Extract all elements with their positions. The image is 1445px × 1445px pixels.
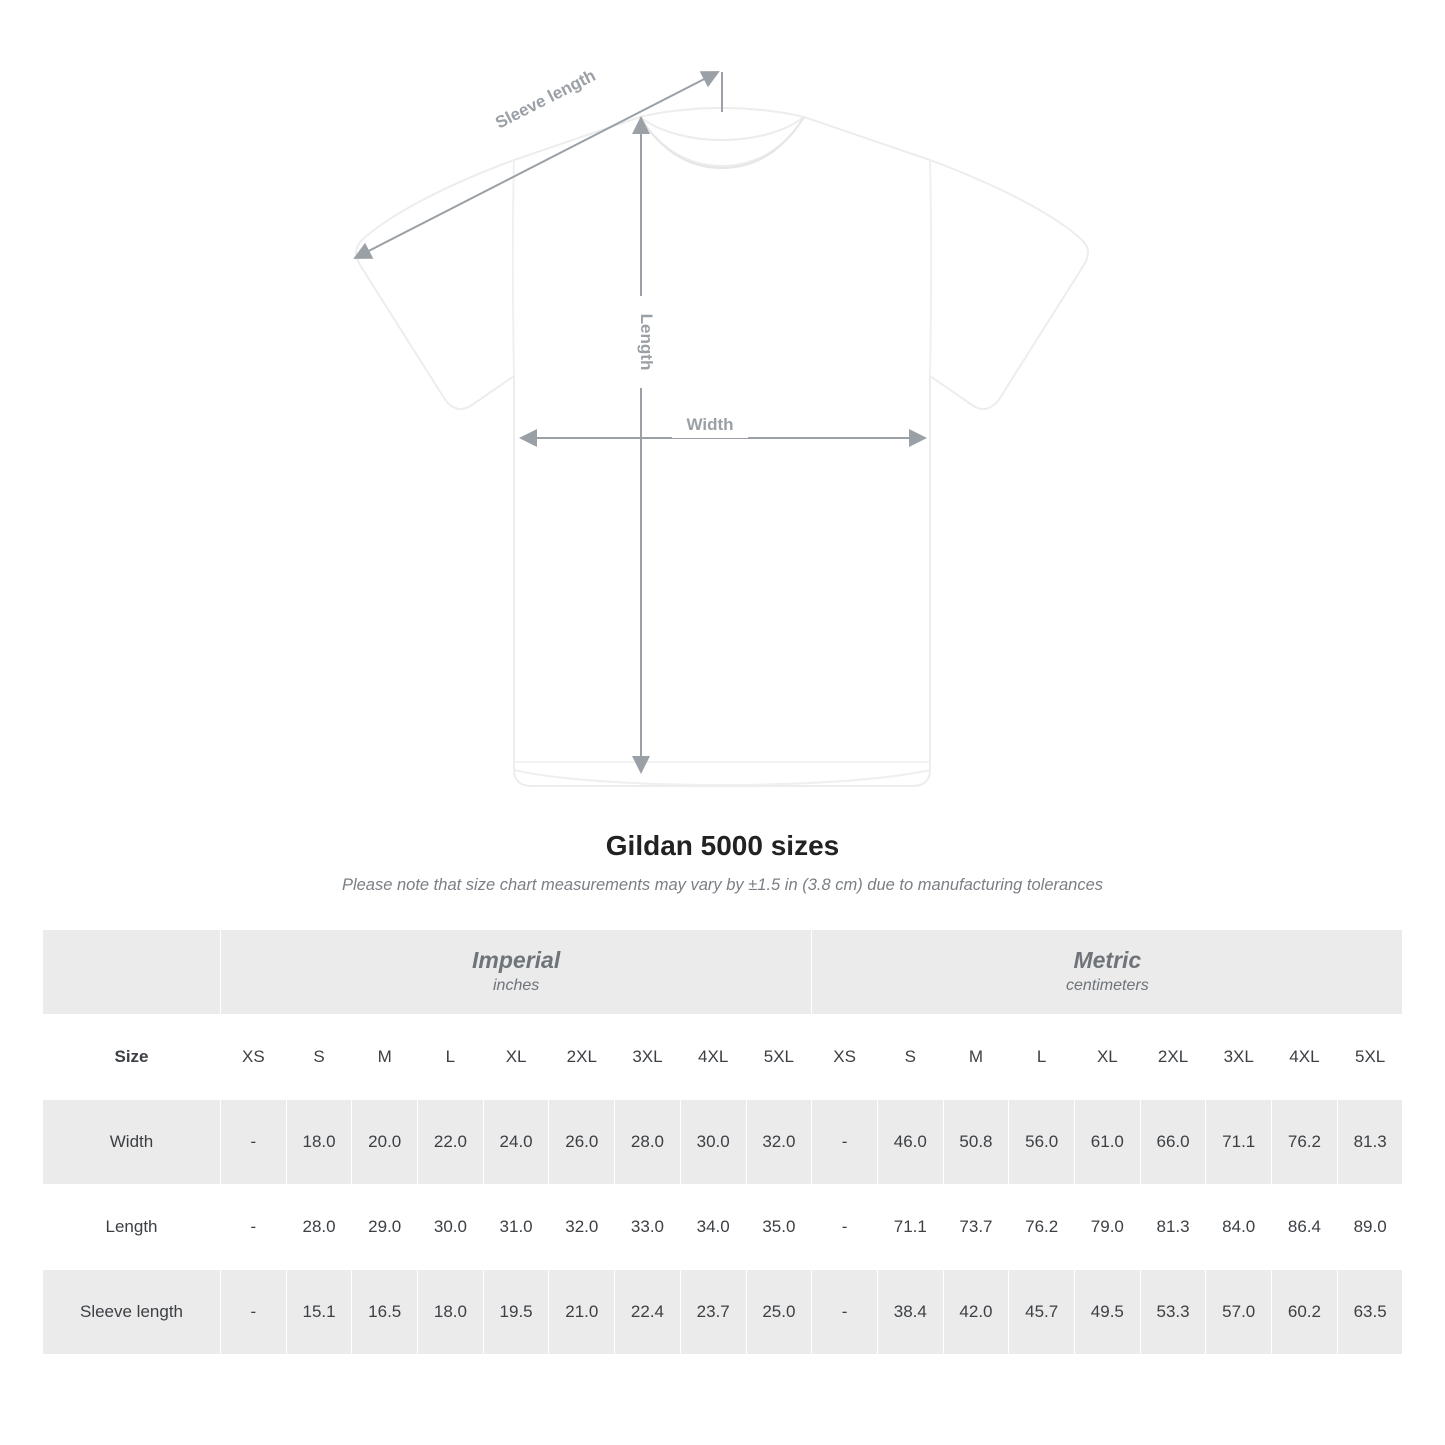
cell-width-metric-3xl: 71.1: [1206, 1100, 1272, 1185]
cell-sleeve-imperial-4xl: 23.7: [680, 1270, 746, 1355]
row-label-length: Length: [43, 1185, 221, 1270]
size-table: [42, 929, 1403, 1355]
size-header-imperial-xl: XL: [483, 1015, 549, 1100]
unit-header-imperial: [221, 930, 812, 1015]
cell-sleeve-metric-s: 38.4: [877, 1270, 943, 1355]
size-header-metric-4xl: 4XL: [1272, 1015, 1338, 1100]
cell-sleeve-metric-l: 45.7: [1009, 1270, 1075, 1355]
cell-length-metric-5xl: 89.0: [1337, 1185, 1403, 1270]
row-label-width: Width: [43, 1100, 221, 1185]
cell-length-imperial-2xl: 32.0: [549, 1185, 615, 1270]
size-header-imperial-4xl: 4XL: [680, 1015, 746, 1100]
cell-length-imperial-3xl: 33.0: [615, 1185, 681, 1270]
cell-length-metric-s: 71.1: [877, 1185, 943, 1270]
size-header-imperial-3xl: 3XL: [615, 1015, 681, 1100]
cell-sleeve-imperial-3xl: 22.4: [615, 1270, 681, 1355]
cell-sleeve-imperial-xl: 19.5: [483, 1270, 549, 1355]
cell-length-metric-xl: 79.0: [1075, 1185, 1141, 1270]
cell-width-metric-xl: 61.0: [1075, 1100, 1141, 1185]
size-header-metric-xl: XL: [1075, 1015, 1141, 1100]
cell-length-metric-4xl: 86.4: [1272, 1185, 1338, 1270]
cell-length-imperial-4xl: 34.0: [680, 1185, 746, 1270]
cell-width-metric-m: 50.8: [943, 1100, 1009, 1185]
cell-length-metric-xs: -: [812, 1185, 878, 1270]
cell-width-imperial-l: 22.0: [418, 1100, 484, 1185]
cell-sleeve-imperial-2xl: 21.0: [549, 1270, 615, 1355]
unit-sub-metric: centimeters: [1066, 977, 1149, 995]
chart-title: Gildan 5000 sizes: [605, 830, 840, 861]
unit-header-spacer: [43, 930, 221, 1015]
cell-sleeve-imperial-m: 16.5: [352, 1270, 418, 1355]
cell-sleeve-imperial-5xl: 25.0: [746, 1270, 812, 1355]
size-header-imperial-l: L: [418, 1015, 484, 1100]
cell-width-imperial-3xl: 28.0: [615, 1100, 681, 1185]
unit-sub-imperial: inches: [493, 977, 540, 995]
table-row: [43, 1100, 1403, 1185]
size-header-imperial-m: M: [352, 1015, 418, 1100]
cell-width-metric-5xl: 81.3: [1337, 1100, 1403, 1185]
cell-length-metric-2xl: 81.3: [1140, 1185, 1206, 1270]
row-label-sleeve-length: Sleeve length: [43, 1270, 221, 1355]
tshirt-shape: [356, 108, 1088, 786]
size-header-metric-m: M: [943, 1015, 1009, 1100]
cell-width-imperial-s: 18.0: [286, 1100, 352, 1185]
size-header-imperial-xs: XS: [221, 1015, 287, 1100]
size-header-metric-s: S: [877, 1015, 943, 1100]
cell-length-imperial-s: 28.0: [286, 1185, 352, 1270]
cell-length-metric-l: 76.2: [1009, 1185, 1075, 1270]
size-header-imperial-2xl: 2XL: [549, 1015, 615, 1100]
cell-length-imperial-l: 30.0: [418, 1185, 484, 1270]
cell-width-imperial-xs: -: [221, 1100, 287, 1185]
unit-header-metric: [812, 930, 1403, 1015]
cell-width-metric-xs: -: [812, 1100, 878, 1185]
size-header-metric-3xl: 3XL: [1206, 1015, 1272, 1100]
cell-length-imperial-5xl: 35.0: [746, 1185, 812, 1270]
cell-width-metric-s: 46.0: [877, 1100, 943, 1185]
cell-sleeve-metric-m: 42.0: [943, 1270, 1009, 1355]
cell-width-imperial-m: 20.0: [352, 1100, 418, 1185]
cell-length-metric-3xl: 84.0: [1206, 1185, 1272, 1270]
size-header-metric-xs: XS: [812, 1015, 878, 1100]
size-header-imperial-s: S: [286, 1015, 352, 1100]
size-header-metric-2xl: 2XL: [1140, 1015, 1206, 1100]
size-header-metric-l: L: [1009, 1015, 1075, 1100]
cell-width-metric-4xl: 76.2: [1272, 1100, 1338, 1185]
cell-length-imperial-xs: -: [221, 1185, 287, 1270]
width-label: Width: [686, 415, 734, 434]
cell-sleeve-imperial-s: 15.1: [286, 1270, 352, 1355]
cell-length-imperial-xl: 31.0: [483, 1185, 549, 1270]
unit-name-imperial: Imperial: [472, 947, 561, 974]
cell-sleeve-imperial-xs: -: [221, 1270, 287, 1355]
cell-sleeve-metric-4xl: 60.2: [1272, 1270, 1338, 1355]
cell-length-metric-m: 73.7: [943, 1185, 1009, 1270]
cell-width-metric-2xl: 66.0: [1140, 1100, 1206, 1185]
cell-width-imperial-5xl: 32.0: [746, 1100, 812, 1185]
unit-header-row: [43, 930, 1403, 1015]
cell-sleeve-metric-3xl: 57.0: [1206, 1270, 1272, 1355]
cell-sleeve-imperial-l: 18.0: [418, 1270, 484, 1355]
size-header-row: [43, 1015, 1403, 1100]
table-row: [43, 1185, 1403, 1270]
length-label: Length: [637, 313, 656, 371]
cell-sleeve-metric-5xl: 63.5: [1337, 1270, 1403, 1355]
size-header-imperial-5xl: 5XL: [746, 1015, 812, 1100]
cell-sleeve-metric-xl: 49.5: [1075, 1270, 1141, 1355]
chart-note: Please note that size chart measurements may vary by ±1.5 in (3.8 cm) due to manufacturing tolerances: [341, 876, 1104, 894]
cell-width-imperial-4xl: 30.0: [680, 1100, 746, 1185]
table-row: [43, 1270, 1403, 1355]
cell-sleeve-metric-2xl: 53.3: [1140, 1270, 1206, 1355]
sleeve-length-label: Sleeve length: [492, 65, 599, 133]
unit-name-metric: Metric: [1073, 947, 1142, 974]
size-header-label: Size: [43, 1015, 221, 1100]
size-header-metric-5xl: 5XL: [1337, 1015, 1403, 1100]
cell-length-imperial-m: 29.0: [352, 1185, 418, 1270]
cell-width-metric-l: 56.0: [1009, 1100, 1075, 1185]
cell-width-imperial-xl: 24.0: [483, 1100, 549, 1185]
size-table-wrap: [42, 929, 1403, 1355]
cell-sleeve-metric-xs: -: [812, 1270, 878, 1355]
cell-width-imperial-2xl: 26.0: [549, 1100, 615, 1185]
